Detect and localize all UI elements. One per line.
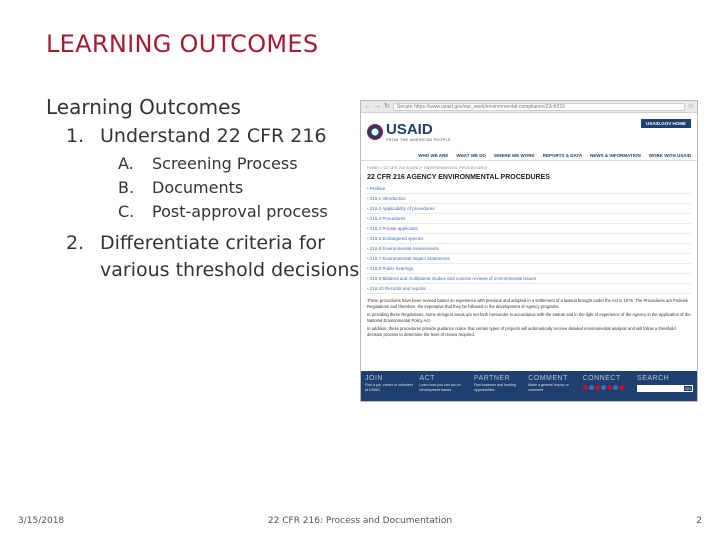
usaid-home-button[interactable]: USAID.GOV HOME [641, 119, 691, 128]
social-icons [583, 385, 633, 390]
outcome-item-1 [66, 123, 366, 150]
toc-link[interactable]: • 216.10 Records and reports [367, 284, 691, 294]
social-icon[interactable] [595, 385, 600, 390]
nav-item[interactable]: WHAT WE DO [456, 153, 486, 158]
usaid-seal-icon [367, 124, 383, 140]
body-paragraph: In addition, these procedures provide guidance notice that certain types of projects will automatically receive detailed environmental analysis and will follow a threshold decision process to determine the level of review required. [367, 326, 676, 337]
page-content [361, 161, 697, 371]
nav-item[interactable]: WHO WE ARE [418, 153, 449, 158]
sub-label: Post-approval process [152, 202, 328, 221]
body-paragraph: These procedures have been revised based on experience with previous and adopted in a settlement of a lawsuit brought under the Act in 1975. The Procedures are Federal Regulations and therefore, the imperative that they be followed in the development of Agency programs. [367, 298, 688, 309]
toc-link[interactable]: • 216.1 Introduction [367, 194, 691, 204]
footer-col-partner[interactable]: PARTNER Find business and funding opportunities [473, 375, 516, 392]
footer-date: 3/15/2018 [18, 516, 65, 526]
sub-item-b [118, 176, 366, 200]
breadcrumb[interactable]: HOME > 22 CFR 216 AGENCY ENVIRONMENTAL PROCEDURES [367, 165, 488, 170]
sub-label: Screening Process [152, 154, 298, 173]
toc-list [367, 184, 691, 294]
toc-link[interactable]: • 216.3 Procedures [367, 214, 691, 224]
website-screenshot [360, 100, 698, 402]
outcome-item-2 [66, 230, 366, 284]
reload-icon[interactable]: ↻ [384, 102, 390, 110]
site-logo[interactable]: USAID FROM THE AMERICAN PEOPLE [386, 121, 451, 142]
page-number: 2 [696, 516, 702, 526]
nav-item[interactable]: NEWS & INFORMATION [590, 153, 641, 158]
footer-col-search: SEARCH GO [637, 375, 692, 391]
social-icon[interactable] [607, 385, 612, 390]
social-icon[interactable] [613, 385, 618, 390]
site-footer [361, 371, 697, 401]
toc-link[interactable]: • 216.7 Environmental Impact Statements [367, 254, 691, 264]
browser-toolbar [361, 101, 697, 113]
item-label: Understand 22 CFR 216 [100, 125, 327, 147]
toc-link[interactable]: • 216.4 Private applicants [367, 224, 691, 234]
body-heading: Learning Outcomes [46, 95, 241, 119]
item-number: 1. [66, 125, 85, 147]
nav-item[interactable]: WORK WITH USAID [648, 153, 691, 158]
toc-link[interactable]: • 216.8 Public hearings [367, 264, 691, 274]
toc-link[interactable]: • Preface [367, 184, 691, 194]
body-paragraph: In providing these Regulations, some stringent areas are set forth hereunder in accordance with the statute and in the light of experience of the Agency in the application of the National Environmental Policy Act. [367, 312, 691, 323]
search-go-button[interactable]: GO [684, 386, 692, 391]
nav-item[interactable]: REPORTS & DATA [542, 153, 583, 158]
footer-col-join[interactable]: JOIN Find a job, career or volunteer at USAID [365, 375, 413, 392]
address-bar[interactable]: Secure https://www.usaid.gov/our_work/environmental-compliance/22cfr216 [393, 103, 685, 111]
social-icon[interactable] [619, 385, 624, 390]
star-icon[interactable]: ☆ [687, 102, 694, 110]
sub-letter: A. [118, 154, 134, 173]
item-number: 2. [66, 232, 85, 254]
footer-col-act[interactable]: ACT Learn how you can act on development issues [419, 375, 461, 392]
forward-icon[interactable]: → [374, 102, 381, 110]
footer-title: 22 CFR 216: Process and Documentation [267, 516, 453, 526]
sub-item-c [118, 200, 366, 224]
toc-link[interactable]: • 216.5 Endangered species [367, 234, 691, 244]
site-nav [361, 151, 697, 161]
sub-label: Documents [152, 178, 244, 197]
page-heading: 22 CFR 216 AGENCY ENVIRONMENTAL PROCEDURES [367, 174, 550, 181]
search-input[interactable] [637, 385, 693, 392]
footer-col-connect: CONNECT [583, 374, 633, 398]
sub-item-a [118, 152, 366, 176]
sub-letter: B. [118, 178, 135, 197]
outcomes-list [66, 123, 366, 284]
sub-list [66, 152, 366, 224]
back-icon[interactable]: ← [364, 102, 371, 110]
toc-link[interactable]: • 216.6 Environmental Assessments [367, 244, 691, 254]
footer-col-comment[interactable]: COMMENT Make a general inquiry or comment [528, 375, 569, 392]
toc-link[interactable]: • 216.9 Bilateral and multilateral studies and concise reviews of environmental issues [367, 274, 691, 284]
sub-letter: C. [118, 202, 135, 221]
social-icon[interactable] [601, 385, 606, 390]
slide-title: LEARNING OUTCOMES [46, 30, 319, 58]
site-header [361, 113, 697, 151]
nav-item[interactable]: WHERE WE WORK [493, 153, 535, 158]
social-icon[interactable] [583, 385, 588, 390]
toc-link[interactable]: • 216.2 Applicability of procedures [367, 204, 691, 214]
social-icon[interactable] [589, 385, 594, 390]
item-label: Differentiate criteria for various threshold decisions [100, 232, 360, 281]
